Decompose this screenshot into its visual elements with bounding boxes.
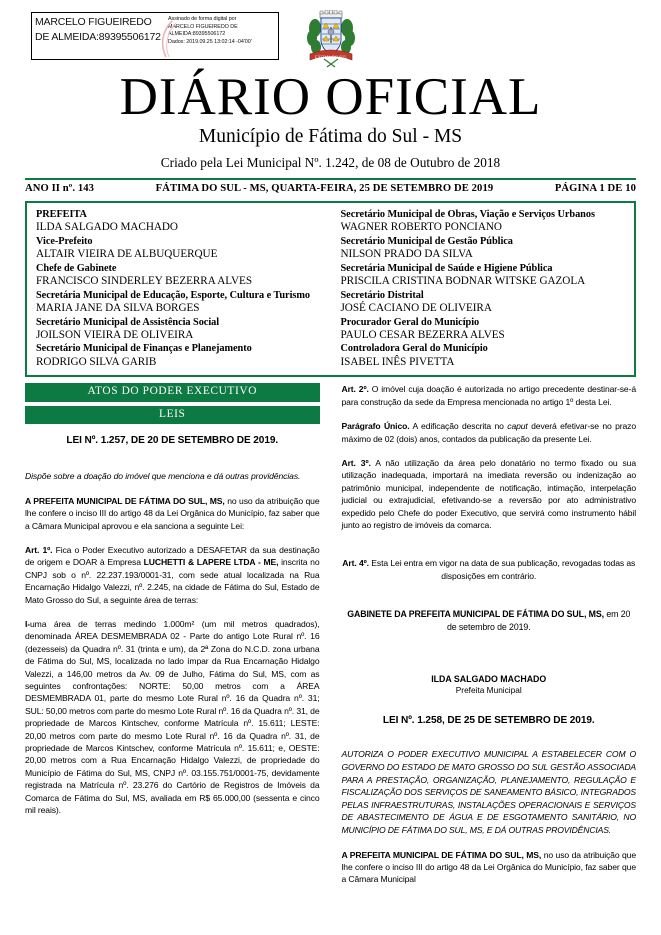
issue-number: ANO II nº. 143 (25, 183, 95, 194)
preamble-rest: no uso da atribuição que lhe confere o inciso III do artigo 48 da Lei Orgânica do Município, faz saber que a Câmara Municipal (341, 849, 636, 885)
official-role: Secretário Municipal de Finanças e Planejamento (36, 343, 252, 355)
official-role: Secretário Municipal de Assistência Social (36, 316, 220, 328)
signature-detail-line-4: Dados: 2019.09.25 13:02:14 -04'00' (168, 38, 252, 45)
masthead-subtitle: Município de Fátima do Sul - MS (198, 126, 463, 147)
coat-of-arms-icon (304, 10, 358, 68)
official-name: RODRIGO SILVA GARIB (36, 355, 157, 368)
official-role: Secretária Municipal de Educação, Esporte, Cultura e Turismo (36, 289, 310, 301)
law-1258-heading: LEI Nº. 1.258, DE 25 DE SETEMBRO DE 2019. (382, 715, 595, 727)
official-name: ALTAIR VIEIRA DE ALBUQUERQUE (36, 248, 218, 261)
official-role: Vice-Prefeito (36, 235, 93, 247)
art4-label: Art. 4º. (342, 558, 369, 569)
law-1257-ementa: Dispõe sobre a doação do imóvel que menciona e dá outras providências. (25, 471, 301, 482)
officials-column-right (331, 208, 635, 369)
official-role: Controladora Geral do Município (340, 343, 488, 355)
official-role: Secretária Municipal de Saúde e Higiene Pública (340, 262, 553, 274)
body-column-left (25, 383, 331, 885)
art2-text: O imóvel cuja doação é autorizada no artigo precedente destinar-se-á para construção da sede da Empresa mencionada no artigo 1º desta Lei. (341, 384, 636, 407)
art3-text: A não utilização da área pelo donatário no termo fixado ou sua utilização inadequada, importará na imediata reversão ou indenização ao patrimônio municipal, independente de notificação, intimação, interpelação judicial ou extrajudicial, efetivando-se a reversão por ato administrativo expedido pelo Chefe do poder Executivo, que servirá como instrumento hábil junto ao registro de imóveis da comarca. (341, 457, 636, 530)
signature-subject-name: MARCELO FIGUEIREDO DE ALMEIDA:89395506172 (35, 16, 161, 43)
signature-detail-line-3: ALMEIDA:89395506172 (168, 31, 226, 38)
page-number: PÁGINA 1 DE 10 (554, 183, 636, 194)
header-top-row (25, 0, 636, 72)
digital-signature-box (31, 12, 279, 60)
art1-part1: Fica o Poder Executivo autorizado a DESAFETAR da sua destinação de origem e DOAR à Empresa (25, 544, 320, 568)
signature-detail-line-1: Assinado de forma digital por (168, 16, 237, 22)
officials-box (25, 201, 636, 377)
paragrafo-caput: caput (507, 421, 528, 432)
art4-text: Esta Lei entra em vigor na data de sua publicação, revogadas todas as disposições em contrário. (368, 558, 636, 581)
body-column-right (331, 383, 637, 885)
law-1257-art2 (342, 383, 637, 408)
official-role: PREFEITA (36, 209, 87, 220)
law-1257-art4 (342, 557, 637, 582)
law-1257-paragrafo-unico (342, 420, 637, 445)
official-name: ILDA SALGADO MACHADO (36, 221, 178, 234)
official-role: Procurador Geral do Município (340, 316, 480, 328)
official-role: Secretário Municipal de Obras, Viação e Serviços Urbanos (340, 209, 595, 220)
masthead (25, 70, 636, 171)
section-banner-atos: ATOS DO PODER EXECUTIVO (25, 383, 320, 402)
law-1257-inciso-1 (25, 618, 320, 817)
preamble-bold: A PREFEITA MUNICIPAL DE FÁTIMA DO SUL, MS, (341, 849, 542, 860)
gabinete-bold: GABINETE DA PREFEITA MUNICIPAL DE FÁTIMA DO SUL, MS, (347, 609, 604, 620)
page-title: DIÁRIO OFICIAL (119, 68, 542, 126)
masthead-created-note: Criado pela Lei Municipal Nº. 1.242, de 08 de Outubro de 2018 (160, 155, 501, 170)
paragrafo-label: Parágrafo Único. (341, 421, 410, 432)
official-name: JOSÉ CACIANO DE OLIVEIRA (340, 301, 492, 314)
section-banner-leis: LEIS (25, 406, 320, 425)
art3-label: Art. 3º. (341, 457, 371, 468)
preamble-rest: no uso da atribuição que lhe confere o inciso III do artigo 48 da Lei Orgânica do Município, faz saber que a Câmara Municipal aprovou e ela sanciona a seguinte Lei: (25, 495, 320, 531)
official-name: JOILSON VIEIRA DE OLIVEIRA (36, 328, 194, 341)
official-name: WAGNER ROBERTO PONCIANO (340, 221, 502, 234)
art2-label: Art. 2º. (341, 384, 369, 395)
law-1257-signer-role: Prefeita Municipal (455, 685, 522, 696)
svg-text:FÁTIMA DO SUL: FÁTIMA DO SUL (314, 54, 347, 60)
gabinete-rest: em 20 de setembro de 2019. (446, 609, 631, 632)
body-columns (25, 383, 636, 885)
official-role: Secretário Distrital (340, 289, 424, 301)
issue-place-date: FÁTIMA DO SUL - MS, QUARTA-FEIRA, 25 DE SETEMBRO DE 2019 (155, 183, 494, 194)
paragrafo-text-a: A edificação descrita no (409, 421, 508, 432)
official-role: Chefe de Gabinete (36, 262, 117, 274)
law-1258-preamble (342, 849, 637, 886)
signature-detail-line-2: MARCELO FIGUEIREDO DE (168, 23, 238, 30)
art1-part2: inscrita no CNPJ sob o nº. 22.237.193/0001-31, com sede atual localizada na Rua Encarnação Hidalgo Valezzi, nº. 2.245, na cidade de Fátima do Sul, Estado de Mato Grosso do Sul, a seguinte área de terras: (25, 557, 320, 605)
officials-column-left (27, 208, 331, 369)
law-1257-art3 (342, 457, 637, 531)
official-name: PRISCILA CRISTINA BODNAR WITSKE GAZOLA (340, 275, 586, 288)
inciso-label: I- (25, 619, 31, 629)
law-1257-heading: LEI Nº. 1.257, DE 20 DE SETEMBRO DE 2019. (66, 435, 279, 447)
law-1257-signer-name: ILDA SALGADO MACHADO (431, 674, 547, 685)
issue-info-row (25, 180, 636, 194)
official-role: Secretário Municipal de Gestão Pública (340, 235, 513, 247)
signature-details (165, 13, 278, 59)
official-name: MARIA JANE DA SILVA BORGES (36, 301, 200, 314)
art1-company: LUCHETTI & LAPERE LTDA - ME, (143, 557, 279, 568)
art1-label: Art. 1º. (25, 544, 53, 555)
paragrafo-text-b: deverá efetivar-se no prazo máximo de 02 (dois) anos, contados da publicação da presente Lei. (341, 421, 636, 444)
law-1257-preamble (25, 495, 320, 532)
preamble-bold: A PREFEITA MUNICIPAL DE FÁTIMA DO SUL, MS, (25, 495, 225, 506)
law-1257-gabinete (342, 608, 637, 633)
inciso-text: uma área de terras medindo 1.000m² (um mil metros quadrados), denominada ÁREA DESMEMBRADA 02 - Parte do antigo Lote Rural nº. 16 (dezesseis) da Quadra nº. 31 (trinta e um), da 2ª Zona do N.C.D. zona urbana de Fátima do Sul, MS, localizada no lado ímpar da Rua Encarnação Hidalgo Valezzi, a 146,00 metros da Av. 09 de Julho, Fátima do Sul, MS, com as seguintes confrontações: NORTE: 50,00 metros com a ÁREA DESMEMBRADA 01, parte do mesmo Lote Rural nº. 16 da Quadra nº. 31; SUL: 50,00 metros com parte do mesmo Lote Rural nº. 16 da Quadra nº. 31, de propriedade de Marcos Kintschev, conforme Matrícula nº. 15.611; LESTE: 20,00 metros com parte do mesmo Lote Rural nº. 16 da Quadra nº. 31, de propriedade de Marcos Kintschev, conforme Matrícula nº. 15.611; e, OESTE: 20,00 metros com a Rua Encarnação Hidalgo Valezzi, de propriedade do Município de Fátima do Sul, MS, CNPJ nº. 03.155.751/0001-75, devidamente registrada na Matrícula nº. 23.276 do Cartório de Registros de Imóveis da Comarca de Fátima do Sul, MS, avaliada em R$ 65.000,00 (sessenta e cinco mil reais). (25, 619, 320, 816)
official-name: FRANCISCO SINDERLEY BEZERRA ALVES (36, 275, 253, 288)
official-name: PAULO CESAR BEZERRA ALVES (340, 328, 505, 341)
law-1258-ementa: AUTORIZA O PODER EXECUTIVO MUNICIPAL A ESTABELECER COM O GOVERNO DO ESTADO DE MATO GROSSO DO SUL GESTÃO ASSOCIADA PARA A PRESTAÇÃO, ORGANIZAÇÃO, PLANEJAMENTO, REGULAÇÃO E FISCALIZAÇÃO DOS SERVIÇOS DE SANEAMENTO BÁSICO, INTEGRADOS PELAS INFRAESTRUTURAS, INSTALAÇÕES OPERACIONAIS E SERVIÇOS DE ABASTECIMENTO DE ÁGUA E DE ESGOTAMENTO SANITÁRIO, NO MUNICÍPIO DE FÁTIMA DO SUL, MS, E DÁ OUTRAS PROVIDÊNCIAS. (341, 749, 636, 835)
law-1257-art1 (25, 544, 320, 606)
official-name: ISABEL INÊS PIVETTA (340, 355, 455, 368)
official-name: NILSON PRADO DA SILVA (340, 248, 473, 261)
